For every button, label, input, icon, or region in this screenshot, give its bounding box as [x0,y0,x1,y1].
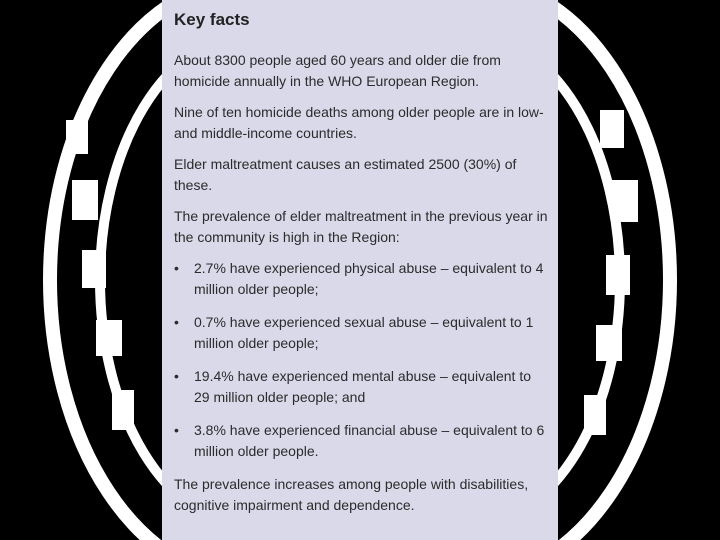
bullet-icon: • [174,260,179,276]
decor-glyph [612,180,638,222]
list-item-text: 3.8% have experienced financial abuse – equivalent to 6 million older people. [194,422,545,459]
decor-glyph [584,395,606,435]
list-item-text: 2.7% have experienced physical abuse – equivalent to 4 million older people; [194,260,544,297]
list-item [174,420,548,462]
fact-paragraph: About 8300 people aged 60 years and older die from homicide annually in the WHO European Region. [174,52,501,89]
decor-glyph [96,320,122,356]
fact-paragraph: Elder maltreatment causes an estimated 2500 (30%) of these. [174,156,517,193]
prevalence-list [174,258,548,462]
list-item [174,258,548,300]
decor-glyph [72,180,98,220]
bullet-icon: • [174,368,179,384]
fact-paragraph: The prevalence of elder maltreatment in the previous year in the community is high in the Region: [174,208,548,245]
list-item-text: 0.7% have experienced sexual abuse – equivalent to 1 million older people; [194,314,534,351]
decor-glyph [596,325,622,361]
list-item-text: 19.4% have experienced mental abuse – equivalent to 29 million older people; and [194,368,532,405]
key-facts-panel [162,0,558,540]
closing-paragraph: The prevalence increases among people with disabilities, cognitive impairment and dependence. [174,476,529,513]
panel-title: Key facts [174,10,250,29]
decor-glyph [66,120,88,154]
list-item [174,366,548,408]
fact-paragraph: Nine of ten homicide deaths among older people are in low- and middle-income countries. [174,104,544,141]
decor-glyph [606,255,630,295]
decor-glyph [82,250,106,288]
decor-glyph [600,110,624,148]
bullet-icon: • [174,314,179,330]
list-item [174,312,548,354]
decor-glyph [112,390,134,430]
bullet-icon: • [174,422,179,438]
